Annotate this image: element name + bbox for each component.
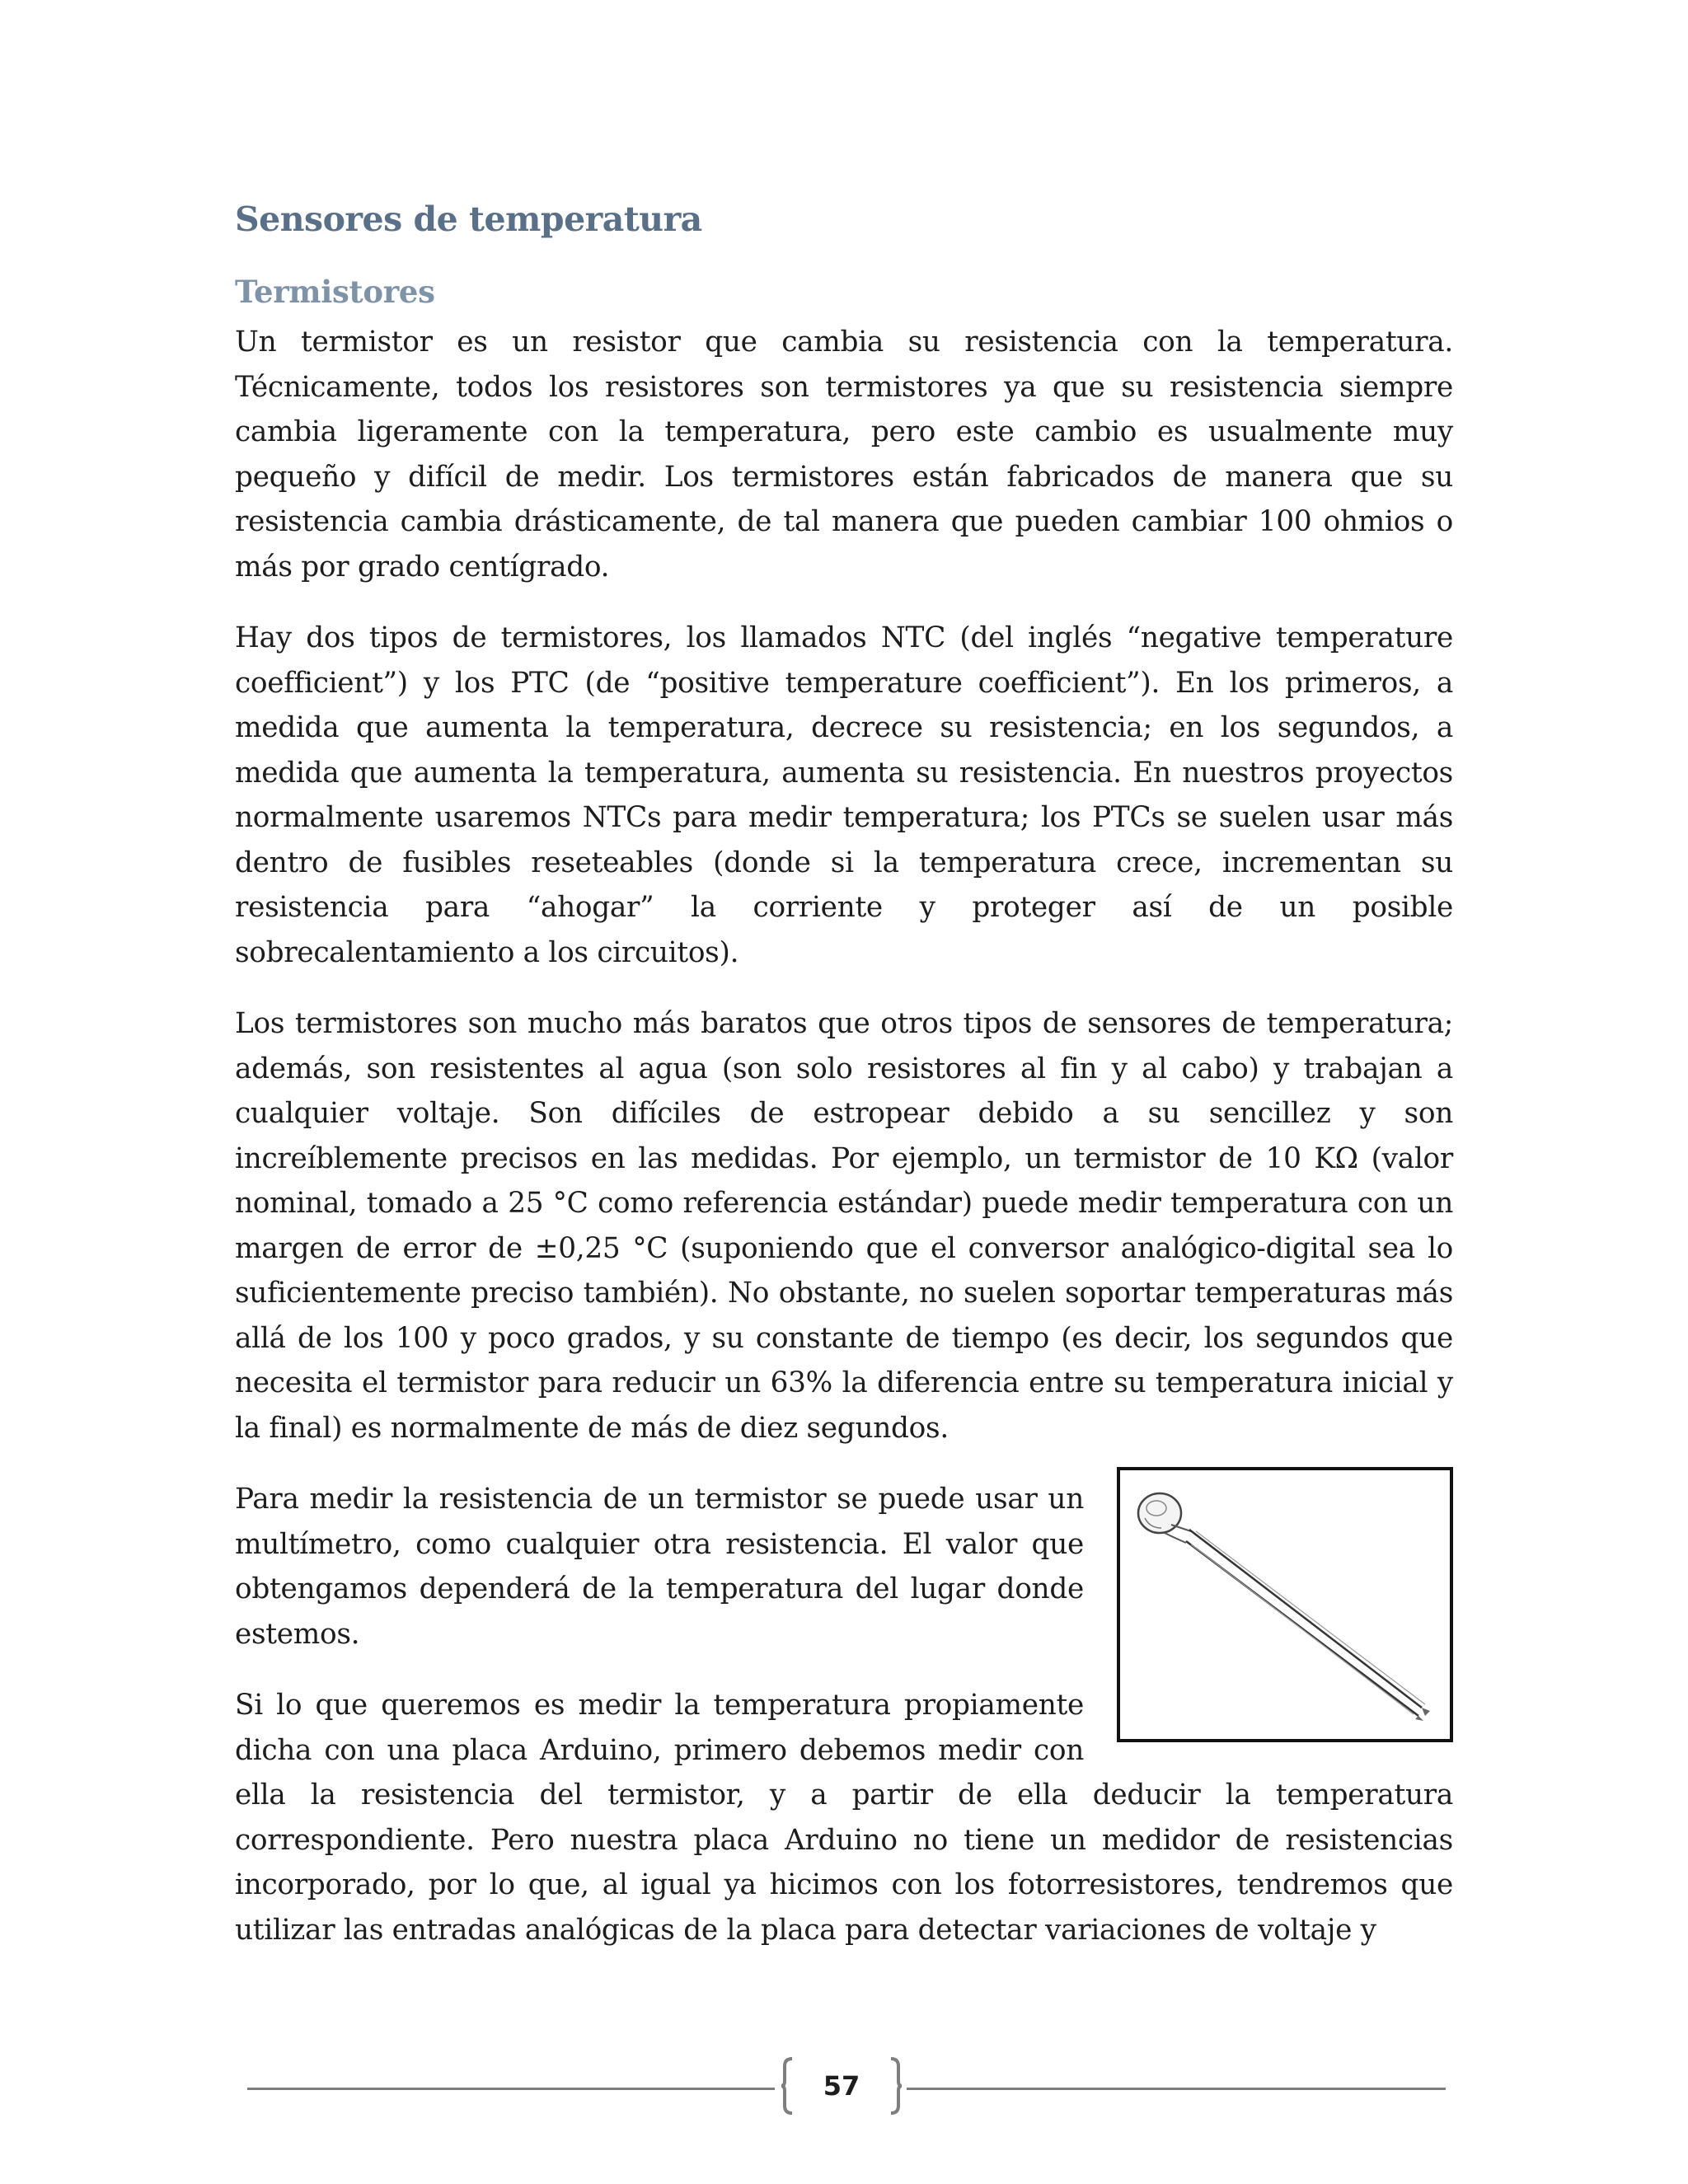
page-number: 57: [823, 2070, 860, 2102]
thermistor-figure: [1117, 1467, 1453, 1742]
paragraph-ntc-ptc: Hay dos tipos de termistores, los llamados NTC (del inglés “negative temperature coefficient”) y los PTC (de “positive temperature coefficient”). En los primeros, a medida que aumenta la temperatura, decrece su resistencia; en los segundos, a medida que aumenta la temperatura, aumenta su resistencia. En nuestros proyectos normalmente usaremos NTCs para medir temperatura; los PTCs se suelen usar más dentro de fusibles reseteables (donde si la temperatura crece, incrementan su resistencia para “ahogar” la corriente y proteger así de un posible sobrecalentamiento a los circuitos).: [235, 621, 1453, 969]
footer-rule-right: [907, 2088, 1446, 2090]
right-bracket-icon: [889, 2056, 903, 2116]
page-footer: [247, 2056, 1446, 2119]
paragraph-arduino-measure: Si lo que queremos es medir la temperatura propiamente dicha con una placa Arduino, primero debemos medir con ella la resistencia del termistor, y a partir de ella deducir la temperatura correspondiente. Pero nuestra placa Arduino no tiene un medidor de resistencias incorporado, por lo que, al igual ya hicimos con los fotorresistores, tendremos que utilizar las entradas analógicas de la placa para detectar variaciones de voltaje y: [235, 1689, 1453, 1947]
left-bracket-icon: [780, 2056, 795, 2116]
thermistor-illustration-icon: [1120, 1470, 1450, 1739]
subsection-title: Termistores: [235, 274, 435, 310]
section-title: Sensores de temperatura: [235, 199, 702, 239]
page-content: [235, 196, 1453, 1952]
footer-rule-left: [247, 2088, 775, 2090]
paragraph-thermistor-definition: Un termistor es un resistor que cambia su resistencia con la temperatura. Técnicamente, todos los resistores son termistores ya que su resistencia siempre cambia ligeramente con la temperatura, pero este cambio es usualmente muy pequeño y difícil de medir. Los termistores están fabricados de manera que su resistencia cambia drásticamente, de tal manera que pueden cambiar 100 ohmios o más por grado centígrado.: [235, 326, 1453, 583]
paragraph-advantages: Los termistores son mucho más baratos que otros tipos de sensores de temperatura; además, son resistentes al agua (son solo resistores al fin y al cabo) y trabajan a cualquier voltaje. Son difíciles de estropear debido a su sencillez y son increíblemente precisos en las medidas. Por ejemplo, un termistor de 10 KΩ (valor nominal, tomado a 25 °C como referencia estándar) puede medir temperatura con un margen de error de ±0,25 °C (suponiendo que el conversor analógico-digital sea lo suficientemente preciso también). No obstante, no suelen soportar temperaturas más allá de los 100 y poco grados, y su constante de tiempo (es decir, los segundos que necesita el termistor para reducir un 63% la diferencia entre su temperatura inicial y la final) es normalmente de más de diez segundos.: [235, 1007, 1453, 1445]
paragraph-multimeter: Para medir la resistencia de un termistor se puede usar un multímetro, como cualquier otra resistencia. El valor que obtengamos dependerá de la temperatura del lugar donde estemos.: [235, 1483, 1084, 1651]
